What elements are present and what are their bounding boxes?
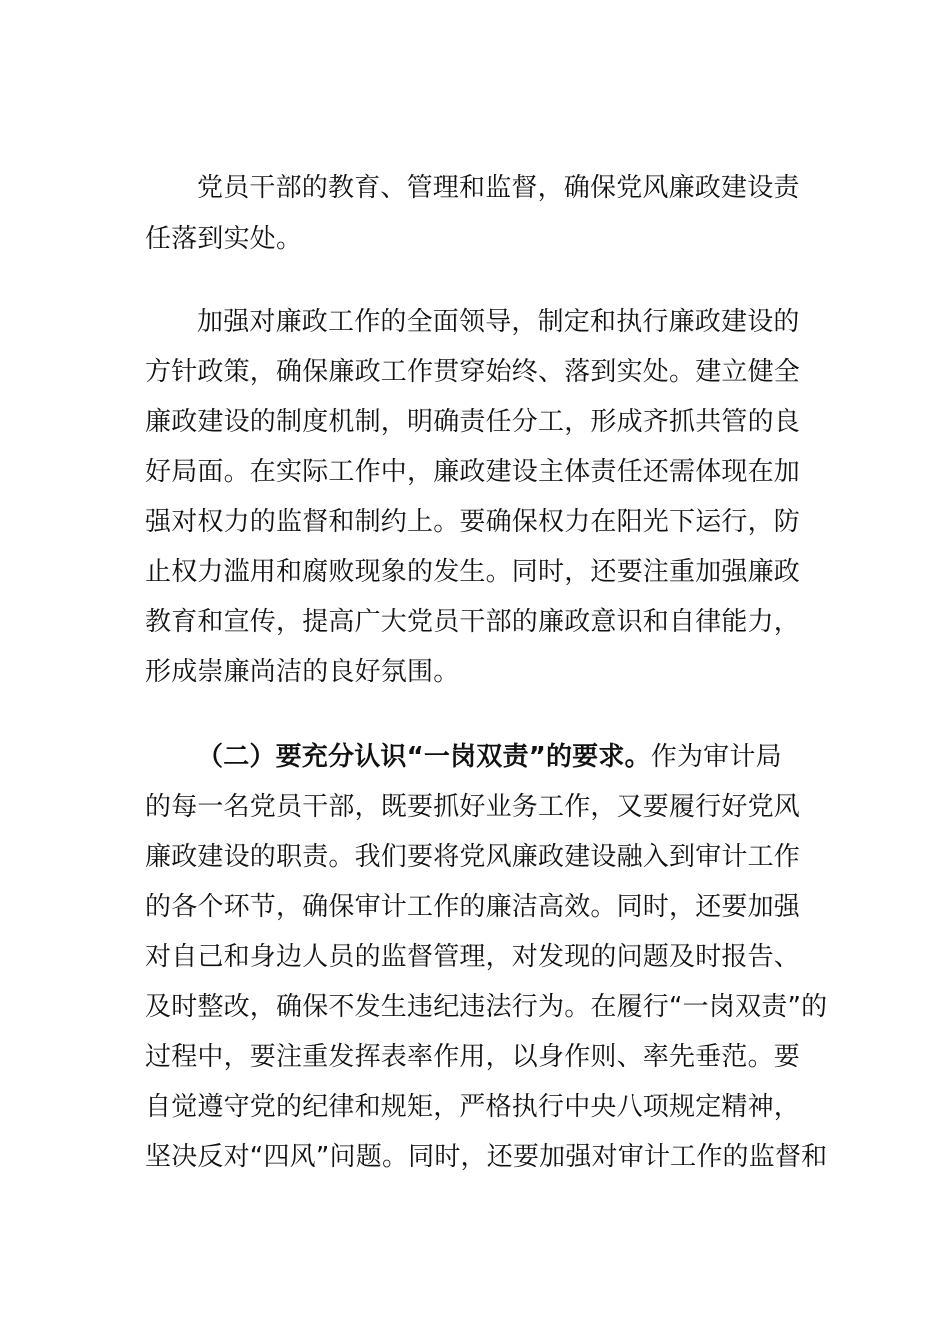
paragraph-2-line-7: 教育和宣传，提高广大党员干部的廉政意识和自律能力， [145, 607, 801, 637]
paragraph-3-line-4: 的各个环节，确保审计工作的廉洁高效。同时，还要加强 [145, 892, 801, 922]
paragraph-1-line-1: 党员干部的教育、管理和监督，确保党风廉政建设责 [197, 173, 800, 203]
paragraph-3-line-9: 坚决反对“四风”问题。同时，还要加强对审计工作的监督和 [145, 1142, 828, 1172]
paragraph-1-line-2: 任落到实处。 [145, 224, 303, 254]
paragraph-2-line-3: 廉政建设的制度机制，明确责任分工，形成齐抓共管的良 [145, 407, 801, 437]
paragraph-3-line-1 [197, 740, 782, 774]
paragraph-2-line-8: 形成崇廉尚洁的良好氛围。 [145, 657, 460, 687]
paragraph-2-line-6: 止权力滥用和腐败现象的发生。同时，还要注重加强廉政 [145, 557, 801, 587]
paragraph-2-line-4: 好局面。在实际工作中，廉政建设主体责任还需体现在加 [145, 457, 801, 487]
section-heading: （二）要充分认识“一岗双责”的要求。 [197, 742, 651, 772]
paragraph-3-line-1-rest: 作为审计局 [650, 742, 782, 772]
paragraph-3-line-8: 自觉遵守党的纪律和规矩，严格执行中央八项规定精神， [145, 1092, 801, 1122]
paragraph-3-line-3: 廉政建设的职责。我们要将党风廉政建设融入到审计工作 [145, 842, 801, 872]
paragraph-2-line-1: 加强对廉政工作的全面领导，制定和执行廉政建设的 [197, 307, 800, 337]
paragraph-3-line-5: 对自己和身边人员的监督管理，对发现的问题及时报告、 [145, 942, 801, 972]
paragraph-3-line-6: 及时整改，确保不发生违纪违法行为。在履行“一岗双责”的 [145, 992, 828, 1022]
paragraph-3-line-7: 过程中，要注重发挥表率作用，以身作则、率先垂范。要 [145, 1042, 801, 1072]
paragraph-2-line-5: 强对权力的监督和制约上。要确保权力在阳光下运行，防 [145, 507, 801, 537]
paragraph-3-line-2: 的每一名党员干部，既要抓好业务工作，又要履行好党风 [145, 792, 801, 822]
paragraph-2-line-2: 方针政策，确保廉政工作贯穿始终、落到实处。建立健全 [145, 357, 801, 387]
